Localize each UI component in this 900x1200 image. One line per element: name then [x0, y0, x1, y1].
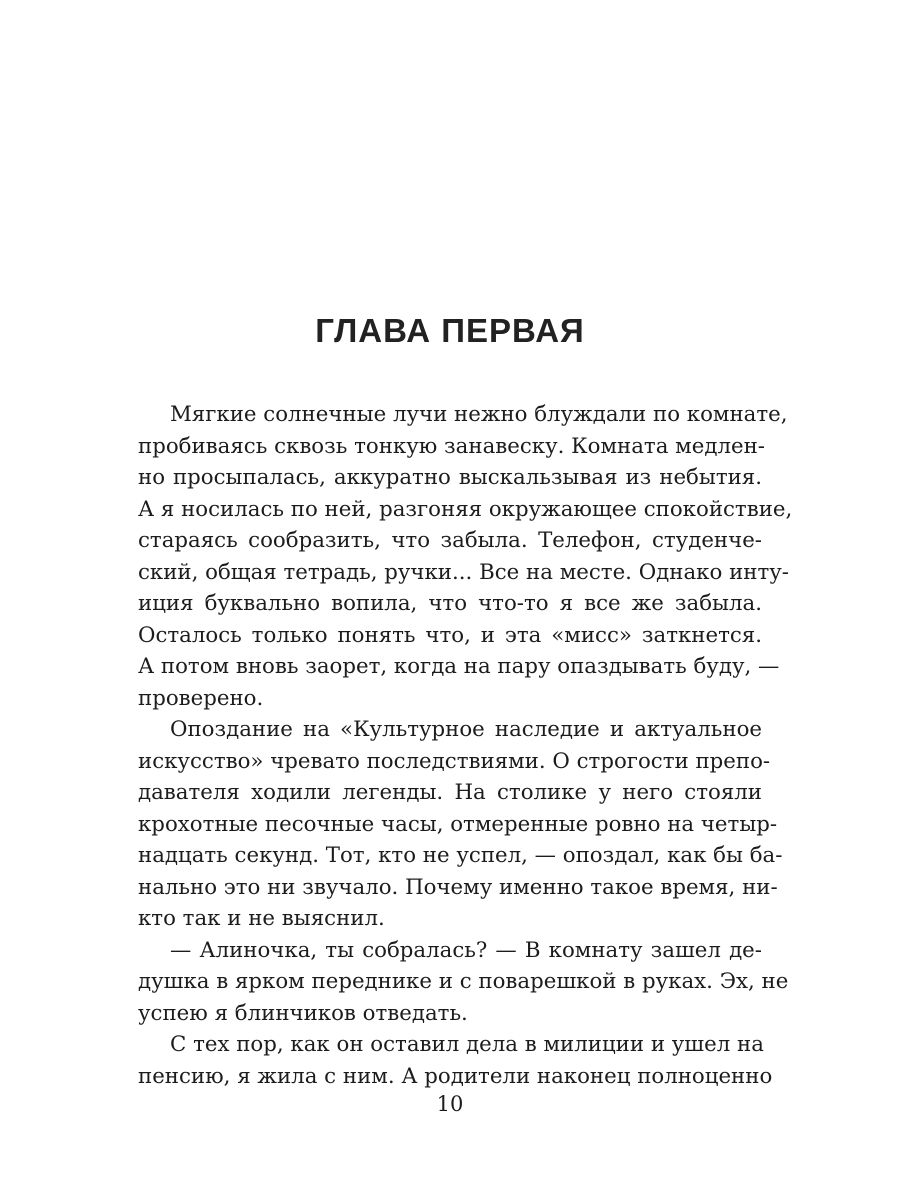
text-line: А я носилась по ней, разгоняя окружающее спокойствие, [138, 496, 793, 522]
text-line: иция буквально вопила, что что-то я все же забыла. [138, 591, 762, 616]
text-line: кто так и не выяснил. [138, 906, 385, 931]
text-line: пробиваясь сквозь тонкую занавеску. Комната медлен- [138, 433, 765, 459]
chapter-title: ГЛАВА ПЕРВАЯ [315, 312, 585, 349]
text-line: но просыпалась, аккуратно выскальзывая из небытия. [138, 465, 762, 490]
paragraph [138, 714, 783, 935]
text-line: Опоздание на «Культурное наследие и актуальное [170, 717, 762, 742]
text-line: успею я блинчиков отведать. [138, 1000, 468, 1026]
text-line: — Алиночка, ты собралась? — В комнату зашел де- [170, 937, 762, 963]
body-text [138, 399, 793, 1092]
page-number: 10 [436, 1092, 464, 1116]
text-line: нально это ни звучало. Почему именно такое время, ни- [138, 874, 778, 900]
text-line: надцать секунд. Тот, кто не успел, — опоздал, как бы ба- [138, 843, 783, 868]
text-line: крохотные песочные часы, отмеренные ровно на четыр- [138, 811, 778, 837]
text-line: Осталось только понять что, и эта «мисс» заткнется. [138, 622, 762, 648]
paragraph [138, 1029, 773, 1092]
text-line: стараясь сообразить, что забыла. Телефон, студенче- [138, 528, 762, 553]
paragraph [138, 935, 789, 1030]
text-line: душка в ярком переднике и с поварешкой в руках. Эх, не [138, 969, 789, 994]
text-line: давателя ходили легенды. На столике у него стояли [138, 780, 762, 805]
paragraph [138, 399, 793, 714]
text-line: проверено. [138, 685, 264, 711]
text-line: пенсию, я жила с ним. А родители наконец полноценно [138, 1063, 773, 1089]
text-line: А потом вновь заорет, когда на пару опаздывать буду, — [138, 654, 780, 679]
text-line: искусство» чревато последствиями. О строгости препо- [138, 748, 771, 774]
text-line: С тех пор, как он оставил дела в милиции и ушел на [170, 1032, 764, 1057]
text-line: Мягкие солнечные лучи нежно блуждали по комнате, [170, 402, 788, 427]
text-line: ский, общая тетрадь, ручки... Все на месте. Однако инту- [138, 559, 789, 585]
